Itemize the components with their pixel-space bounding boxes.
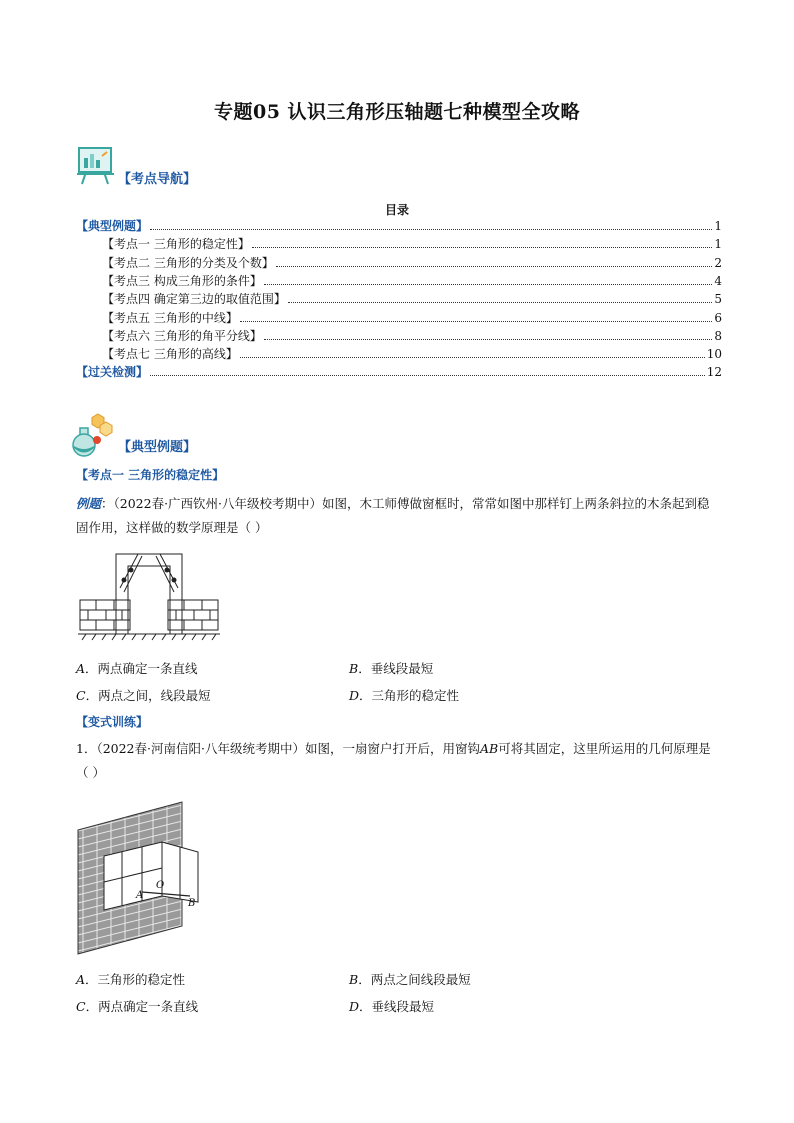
nav-label: 【考点导航】 bbox=[118, 172, 197, 187]
q1-option-a: A．三角形的稳定性 bbox=[76, 972, 186, 987]
toc-page-number: 10 bbox=[706, 347, 722, 362]
toc-leader bbox=[288, 302, 713, 303]
toc-page-number: 12 bbox=[706, 365, 722, 380]
q1-ab-label: AB bbox=[479, 741, 499, 756]
section-label: 【典型例题】 bbox=[118, 440, 197, 455]
toc-label: 【考点五 三角形的中线】 bbox=[102, 310, 238, 325]
presentation-board-icon bbox=[76, 144, 116, 186]
label-a: A bbox=[136, 890, 144, 901]
toc-row[interactable] bbox=[76, 328, 722, 344]
kd1-heading: 【考点一 三角形的稳定性】 bbox=[76, 468, 225, 482]
variant-heading: 【变式训练】 bbox=[76, 715, 149, 729]
toc-title: 目录 bbox=[384, 203, 409, 217]
toc-label: 【考点七 三角形的高线】 bbox=[102, 347, 238, 362]
toc-row[interactable] bbox=[76, 291, 722, 307]
toc-page-number: 6 bbox=[714, 310, 722, 325]
window-figure bbox=[76, 800, 204, 956]
q1-option-d: D．垂线段最短 bbox=[349, 999, 435, 1014]
door-frame-figure bbox=[76, 548, 222, 644]
toc-label: 【考点二 三角形的分类及个数】 bbox=[102, 255, 274, 270]
toc-leader bbox=[252, 247, 713, 248]
q1-option-c: C．两点确定一条直线 bbox=[76, 999, 199, 1014]
toc-label: 【典型例题】 bbox=[76, 219, 149, 233]
toc-leader bbox=[276, 266, 713, 267]
example-option-d: D．三角形的稳定性 bbox=[349, 688, 460, 703]
label-o: O bbox=[156, 880, 165, 891]
toc-page-number: 1 bbox=[714, 237, 722, 252]
toc-page-number: 2 bbox=[714, 255, 722, 270]
q1-option-b: B．两点之间线段最短 bbox=[349, 972, 471, 987]
toc-label: 【考点三 构成三角形的条件】 bbox=[102, 273, 262, 288]
example-text: ：（2022春·广西钦州·八年级校考期中）如图，木工师傅做窗框时，常常如图中那样钉上两条斜拉的木条起到稳固作用，这样做的数学原理是（ ） bbox=[76, 496, 710, 535]
toc-leader bbox=[150, 375, 705, 376]
toc-page-number: 5 bbox=[714, 292, 722, 307]
toc-row[interactable] bbox=[76, 255, 722, 271]
toc-leader bbox=[150, 229, 712, 230]
example-question bbox=[76, 492, 722, 540]
label-b: B bbox=[188, 898, 196, 909]
example-option-b: B．垂线段最短 bbox=[349, 661, 434, 676]
toc-page-number: 4 bbox=[714, 273, 722, 288]
toc-label: 【考点四 确定第三边的取值范围】 bbox=[102, 292, 286, 307]
page-title: 专题05 认识三角形压轴题七种模型全攻略 bbox=[213, 101, 581, 123]
nav-header bbox=[76, 144, 276, 188]
toc-label: 【考点一 三角形的稳定性】 bbox=[102, 237, 250, 252]
flask-icon bbox=[70, 412, 116, 458]
toc-leader bbox=[264, 284, 713, 285]
toc-label: 【考点六 三角形的角平分线】 bbox=[102, 328, 262, 343]
toc-page-number: 8 bbox=[714, 328, 722, 343]
toc-label: 【过关检测】 bbox=[76, 365, 149, 380]
example-prefix: 例题 bbox=[76, 496, 102, 511]
toc-row[interactable] bbox=[76, 310, 722, 326]
toc-page-number: 1 bbox=[714, 219, 722, 233]
section-header bbox=[70, 412, 310, 458]
toc-row[interactable] bbox=[76, 364, 722, 380]
toc-leader bbox=[240, 357, 705, 358]
toc-row[interactable] bbox=[76, 218, 722, 234]
example-option-c: C．两点之间，线段最短 bbox=[76, 688, 211, 703]
toc-leader bbox=[264, 339, 713, 340]
example-option-a: A．两点确定一条直线 bbox=[76, 661, 198, 676]
q1-question: 1．（2022春·河南信阳·八年级统考期中）如图，一扇窗户打开后，用窗钩AB可将其固定，这里所运用的几何原理是（ ） bbox=[76, 741, 711, 780]
toc-leader bbox=[240, 321, 713, 322]
toc-row[interactable] bbox=[76, 346, 722, 362]
toc-row[interactable] bbox=[76, 273, 722, 289]
toc-row[interactable] bbox=[76, 236, 722, 252]
